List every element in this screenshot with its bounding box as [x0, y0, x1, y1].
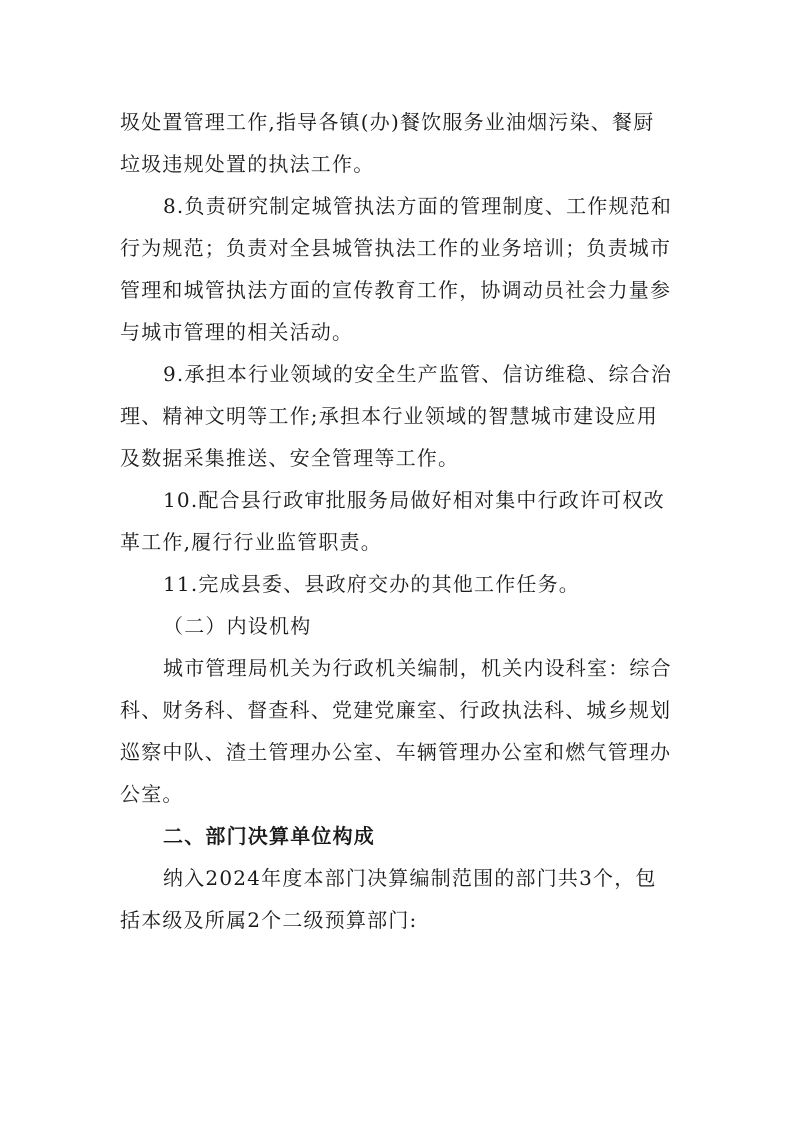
text-line: 10.配合县行政审批服务局做好相对集中行政许可权改 [163, 488, 665, 512]
text-line: 8.负责研究制定城管执法方面的管理制度、工作规范和 [163, 194, 673, 218]
text-line: 与城市管理的相关活动。 [120, 320, 354, 344]
text-line: 圾处置管理工作,指导各镇(办)餐饮服务业油烟污染、餐厨 [120, 110, 655, 134]
text-line: 公室。 [120, 782, 184, 806]
text-line: 及数据采集推送、安全管理等工作。 [120, 446, 460, 470]
text-line: 11.完成县委、县政府交办的其他工作任务。 [163, 572, 581, 596]
text-line: 巡察中队、渣土管理办公室、车辆管理办公室和燃气管理办 [120, 740, 672, 764]
section-heading: 二、部门决算单位构成 [163, 824, 375, 848]
text-line: 理、精神文明等工作;承担本行业领域的智慧城市建设应用 [120, 404, 658, 428]
text-line: 纳入2024年度本部门决算编制范围的部门共3个，包 [163, 866, 657, 890]
text-line: 科、财务科、督查科、党建党廉室、行政执法科、城乡规划 [120, 698, 672, 722]
subsection-heading: （二）内设机构 [163, 614, 312, 638]
text-line: 括本级及所属2个二级预算部门: [120, 908, 418, 932]
text-line: 城市管理局机关为行政机关编制，机关内设科室：综合 [163, 656, 672, 680]
text-line: 9.承担本行业领域的安全生产监管、信访维稳、综合治 [163, 362, 673, 386]
text-line: 垃圾违规处置的执法工作。 [120, 152, 375, 176]
text-line: 行为规范；负责对全县城管执法工作的业务培训；负责城市 [120, 236, 672, 260]
text-line: 管理和城管执法方面的宣传教育工作，协调动员社会力量参 [120, 278, 672, 302]
text-line: 革工作,履行行业监管职责。 [120, 530, 382, 554]
